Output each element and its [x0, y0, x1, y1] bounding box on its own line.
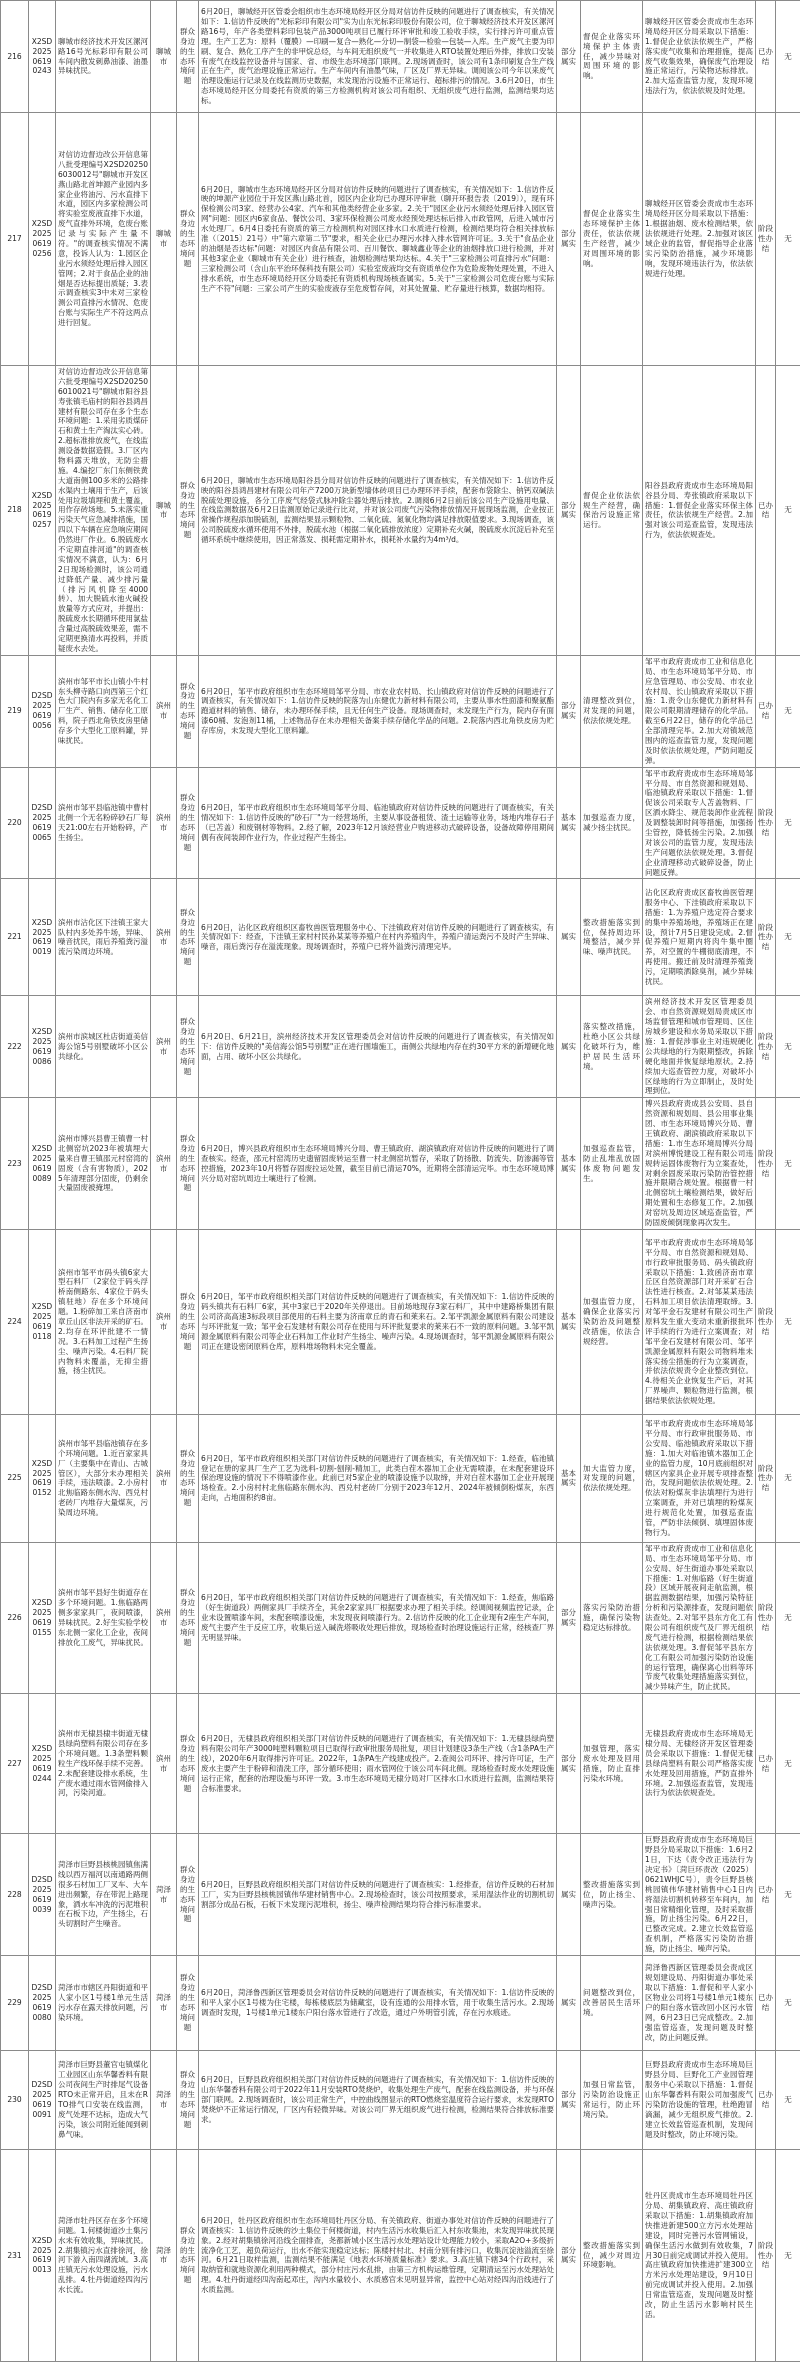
cell-accountability: 无 — [776, 879, 800, 996]
cell-completion-status: 阶段性办结 — [756, 767, 776, 879]
cell-admin-region: 聊城市 — [151, 366, 177, 656]
cell-rectification: 邹平市政府责成市生态环境局邹平分局、市行政审批服务局、市公安局、临池镇政府采取以下措施：1.加大对临池镇木器加工企业的监管力度，10月底前组织对辖区内家具企业开展专项排查整治，发现问题依法依规处理。2.依法对粉煤灰非法填埋行为进行立案调查，并对已填埋的粉煤灰进行规范化处置，加强巡查监管，严防非法倾倒、填埋固体废物行为。 — [643, 1414, 756, 1542]
cell-accountability: 无 — [776, 996, 800, 1098]
cell-pollution-type: 群众身边的生态环境问题 — [177, 1414, 199, 1542]
table-row — [1, 2149, 800, 2361]
cell-acceptance-number: D2SD202506190056 — [29, 655, 56, 767]
cell-investigation: 6月20日，菏泽鲁西新区管理委员会对信访件反映的问题进行了调查核实，有关情况如下：1.信访件反映的和平人家小区1号楼为住宅楼，每栋楼底层为储藏室，设有连通的公用排水管，用于收集生活污水。2.现场调查时发现，1号楼1单元1楼东户阳台落水管进行了改造，通过户外明管引流，存在污水痕迹。 — [199, 1955, 557, 2050]
cell-investigation: 6月20日，博兴县政府组织市生态环境局博兴分局、曹王镇政府、湖滨镇政府对信访件反映的问题进行了调查核实。经查，邵元村窑湾历史遗留固废转运至曹一村北侧窑坑暂存，采取了防扬散、防流失、防渗漏等管控措施，2023年10月将暂存固废拉运处置，截至目前已清运70%，近期将全部清运完毕。市生态环境局博兴分局对窑坑周边土壤进行了检测。 — [199, 1098, 557, 1230]
cell-accountability: 无 — [776, 1834, 800, 1956]
cell-completion-status: 阶段性办结 — [756, 1229, 776, 1414]
cell-rectification: 邹平市政府责成市生态环境局邹平分局、市自然资源和规划局、市行政审批服务局、码头镇政府采取以下措施：1.致函济南市章丘区自然资源部门对开采矿石合法性进行核查。2.对邹某某违法石料加工项目依法清理取缔。3.对邹平金石发建材有限公司生产原料发生重大变动未重新报批环评手续的行为进行立案调查；对邹平金石发建材有限公司、邹平凯源金属原料有限公司物料堆未落实扬尘措施的行为立案调查，并依法依规责令企业整改到位。4.待相关企业恢复生产后，对其厂界噪声、颗粒物进行监测，根据结果依法依规处理。 — [643, 1229, 756, 1414]
cell-acceptance-number: X2SD202506190086 — [29, 996, 56, 1098]
cell-completion-status: 已办结 — [756, 1834, 776, 1956]
cell-serial-number: 222 — [1, 996, 29, 1098]
cell-investigation: 6月20日，沾化区政府组织区畜牧兽医管理服务中心、下洼镇政府对信访件反映的问题进行了调查核实，有关情况如下：经查，下洼镇王家村村民孙某某等养殖户在村内养殖肉牛，养殖户清运粪污不及时产生异味、噪音，雨后粪污存在溢流现象。现场调查时，养殖户已将外溢粪污清理完毕。 — [199, 879, 557, 996]
cell-investigation: 6月20日，邹平市政府组织相关部门对信访件反映的问题进行了调查核实，有关情况如下：1.信访件反映的码头镇共有石料厂6家，其中3家已于2020年关停退出。目前场地现存3家石料厂，其中中建路桥集团有限公司济高高速3标段项目部使用的石料主要为济南章丘的青石和莱来石。2.邹平凯源金属原料有限公司建设与环评批复一致；邹平金石发建材有限公司存在使用与环评批复要求的莱来石不一致的原料问题。3.邹平凯源金属原料有限公司等企业石料加工作业时产生扬尘、噪声污染。4.现场调查时，邹平凯源金属原料有限公司正在建设密闭原料仓库，原料堆场物料未完全覆盖。 — [199, 1229, 557, 1414]
cell-pollution-type: 群众身边的生态环境问题 — [177, 1955, 199, 2050]
cell-accountability: 无 — [776, 1542, 800, 1693]
cell-acceptance-number: X2SD202506190155 — [29, 1542, 56, 1693]
table-row — [1, 1229, 800, 1414]
cell-rectification: 牡丹区责成市生态环境局牡丹区分局、胡集镇政府、高庄镇政府采取以下措施：1.胡集镇政府加快推进新建500立方污水处理站建设，同时完善污水管网铺设，确保生活污水做到有效收集，7月30日前完成调试并投入使用。高庄镇政府加快推进扩建300立方米污水处理站建设，9月10日前完成调试并投入使用。2.加强日常监管巡查，发现问题及时整改，防止生活污水影响村民生活。 — [643, 2149, 756, 2361]
cell-verified-true: 基本属实 — [557, 1229, 581, 1414]
cell-assigned-problem: 滨州市邹平市码头镇6家大型石料厂（2家位于码头浮桥南侧路东、4家位于码头镇驻地）存在多个环境问题。1.粉碎加工来自济南市章丘山区非法开采的矿石。2.均存在环评批建不一情况。3.石料加工过程产生扬尘、噪声污染。4.石料厂院内物料未覆盖，无抑尘措施，扬尘扰民。 — [56, 1229, 151, 1414]
cell-assigned-problem: 聊城市经济技术开发区漯河路16号光标彩印有限公司车间内散发刺鼻油漆、油墨异味扰民。 — [56, 1, 151, 113]
cell-pollution-type: 群众身边的生态环境问题 — [177, 2050, 199, 2149]
cell-pollution-type: 群众身边的生态环境问题 — [177, 655, 199, 767]
cell-admin-region: 滨州市 — [151, 1542, 177, 1693]
cell-assigned-problem: 滨州市邹平县好生街道存在多个环境问题。1.焦临路两侧多家家具厂，夜间喷漆，异味扰民。2.好生实验学校东北侧一家化工企业，夜间排放化工废气，异味扰民。 — [56, 1542, 151, 1693]
cell-handling-goal: 清理整改到位，对发现的问题，依法依规处理。 — [581, 655, 643, 767]
cell-acceptance-number: D2SD202506190065 — [29, 767, 56, 879]
cell-admin-region: 滨州市 — [151, 655, 177, 767]
cell-assigned-problem: 滨州市沾化区下洼镇王家大队村内多处养牛场，异味、噪音扰民，雨后养殖粪污溢流污染周边环境。 — [56, 879, 151, 996]
table-row — [1, 1834, 800, 1956]
cell-handling-goal: 加大监管力度，对发现的问题，依法依规处理。 — [581, 1414, 643, 1542]
cell-handling-goal: 整改措施落实到位，减少对周边环境影响。 — [581, 2149, 643, 2361]
cell-accountability: 无 — [776, 767, 800, 879]
cell-serial-number: 226 — [1, 1542, 29, 1693]
cell-rectification: 邹平市政府责成市工业和信息化局、市生态环境局邹平分局、市应急管理局、市公安局、市农业农村局、长山镇政府采取以下措施：1.责令山东健优力新材料有限公司限期清理储存的化学品。截至6月22日，储存的化学品已全部清理完毕。2.加大对镇域范围内的巡查监管力度，发现问题及时依法依规处理，严防问题反弹。 — [643, 655, 756, 767]
cell-accountability: 无 — [776, 1694, 800, 1834]
cell-pollution-type: 群众身边的生态环境问题 — [177, 1834, 199, 1956]
cell-verified-true: 部分属实 — [557, 655, 581, 767]
cell-verified-true: 部分属实 — [557, 1, 581, 113]
cell-pollution-type: 群众身边的生态环境问题 — [177, 1694, 199, 1834]
cell-pollution-type: 群众身边的生态环境问题 — [177, 2149, 199, 2361]
cell-assigned-problem: 对信访边督边改公开信息第六批受理编号X2SD202506010021号"聊城市阳谷县寿张镇毛庙村的阳谷县鸿昌建材有限公司存在多个生态环境问题：1.采用劣质煤矸石和黄土生产淘汰实心砖。2.超标准排放废气，在线监测设备数据造假。3.厂区内物料露天堆放，无防尘措施。4.编挖厂东门东侧铁黄大道南侧100多米的公路排水渠内土壤用于生产，后该处用垃圾填埋和黄土覆盖，用作存砖场地。5.未落实重污染天气应急减排措施，国四以下车辆在应急响应期间仍然进厂作业。6.脱硫废水不定期直排河道"的调查核实情况不满意，认为：6月2日现场检测时，该公司通过降低产量、减少排污量（排污风机降至4000转）、加大脱硫水池火碱投放量等方式应对，并提出：脱硫废水长期循环使用氯盐含量过高脱硫效果差，需不定期更换清水再投料，并质疑废水去处。 — [56, 366, 151, 656]
cell-admin-region: 聊城市 — [151, 113, 177, 366]
cell-admin-region: 滨州市 — [151, 1414, 177, 1542]
cell-verified-true: 部分属实 — [557, 366, 581, 656]
cell-acceptance-number: D2SD202506190080 — [29, 1955, 56, 2050]
cell-completion-status: 已办结 — [756, 1, 776, 113]
cell-acceptance-number: X2SD202506190013 — [29, 2149, 56, 2361]
cell-verified-true: 属实 — [557, 1834, 581, 1956]
cell-acceptance-number: D2SD202506190091 — [29, 2050, 56, 2149]
cell-rectification: 巨野县政府责成市生态环境局巨野县分局采取以下措施：1.6月21日，下达《责令改正违法行为决定书》〔菏巨环责改（2025）0621WHJC号〕，责令巨野县核桃园镇伟华建材销售中心1日内将湿法切割机转移至车间内，加强日常精细化管理，及时采取措施，防止扬尘污染。6月22日，已整改完成。2.建立长效监管巡查机制，严格落实污染防治措施，防止扬尘、噪声污染。 — [643, 1834, 756, 1956]
cell-admin-region: 菏泽市 — [151, 1834, 177, 1956]
cell-rectification: 滨州经济技术开发区管理委员会、市自然资源规划局责成区市场监督管理和城市管理局、区住房城乡建设和水务局采取以下措施：1.督促涉事业主对违规硬化公共绿地的行为限期整改，拆除硬化地面并恢复绿地原状。2.持续加大巡查管控力度，对破坏小区绿地的行为立即制止，及时处理到位。 — [643, 996, 756, 1098]
cell-accountability: 无 — [776, 366, 800, 656]
cell-serial-number: 218 — [1, 366, 29, 656]
cell-verified-true: 基本属实 — [557, 767, 581, 879]
complaint-table-body — [1, 1, 800, 2362]
cell-handling-goal: 督促企业落实环境保护主体责任，减少异味对周围环境的影响。 — [581, 1, 643, 113]
cell-accountability: 无 — [776, 2050, 800, 2149]
cell-assigned-problem: 菏泽市市辖区丹阳街道和平人家小区1号楼1单元生活污水存在露天排放问题，污染环境。 — [56, 1955, 151, 2050]
cell-handling-goal: 加强监管力度，确保企业落实污染防治及问题整改措施，依法合规经营。 — [581, 1229, 643, 1414]
cell-completion-status: 阶段性办结 — [756, 113, 776, 366]
cell-pollution-type: 群众身边的生态环境问题 — [177, 366, 199, 656]
cell-acceptance-number: X2SD202506190257 — [29, 366, 56, 656]
cell-serial-number: 228 — [1, 1834, 29, 1956]
cell-serial-number: 229 — [1, 1955, 29, 2050]
table-row — [1, 1542, 800, 1693]
cell-rectification: 聊城经开区管委会责成市生态环境局经开区分局采取以下措施：1.督促企业依法依规生产，严格落实废气收集和治理措施，提高废气收集效果，确保废气治理设施正常运行，污染物达标排放。2.加大巡查监管力度，发现环境违法行为，依法依规及时处理。 — [643, 1, 756, 113]
cell-serial-number: 220 — [1, 767, 29, 879]
cell-admin-region: 滨州市 — [151, 996, 177, 1098]
cell-acceptance-number: D2SD202506190039 — [29, 1834, 56, 1956]
cell-completion-status: 已办结 — [756, 2050, 776, 2149]
table-row — [1, 767, 800, 879]
cell-assigned-problem: 滨州市邹平县临池镇存在多个环境问题。1.近百家家具厂（主要集中在青山、古城管区），大部分未办理相关手续，违法喷漆。2.小房村北焦临路东侧水沟、西兑村老砖厂内堆存大量煤灰，污染周边环境。 — [56, 1414, 151, 1542]
cell-handling-goal: 整改措施落实到位，保持周边环境整洁，减少异味、噪声扰民。 — [581, 879, 643, 996]
cell-pollution-type: 群众身边的生态环境问题 — [177, 113, 199, 366]
table-row — [1, 996, 800, 1098]
cell-completion-status: 阶段性办结 — [756, 1542, 776, 1693]
cell-acceptance-number: X2SD202506190089 — [29, 1098, 56, 1230]
cell-serial-number: 230 — [1, 2050, 29, 2149]
cell-investigation: 6月20日，邹平市政府组织相关部门对信访件反映的问题进行了调查核实，有关情况如下：1.经查，临池镇登记在册的家具厂生产工艺为选料-切割-刨削-精加工，此类白茬木器加工企业无需喷漆，在未配套建设环保治理设施的情况下不得喷漆作业。此前已对5家企业的喷漆设施予以取缔，并对白茬木器加工企业开展现场检查。2.小房村村北焦临路东侧水沟、西兑村老砖厂分别于2023年12月、2024年被倾倒粉煤灰，东西走向，占地面积约8亩。 — [199, 1414, 557, 1542]
cell-accountability: 无 — [776, 2149, 800, 2361]
cell-verified-true: 基本属实 — [557, 1098, 581, 1230]
table-row — [1, 655, 800, 767]
cell-handling-goal: 督促企业依法依规生产经营，确保治污设施正常运行。 — [581, 366, 643, 656]
cell-accountability: 无 — [776, 1, 800, 113]
cell-rectification: 无棣县政府责成市生态环境局无棣分局、无棣经济开发区管理委员会采取以下措施：1.督促无棣县绿尚塑料有限公司严格落实废水处理及回用措施，严防直排外环境。2.加强巡查监管，发现违法行为依法依规查处。 — [643, 1694, 756, 1834]
cell-pollution-type: 群众身边的生态环境问题 — [177, 1542, 199, 1693]
cell-acceptance-number: X2SD202506190256 — [29, 113, 56, 366]
cell-assigned-problem: 滨州市邹平县临池镇中曹村北侧一个无名粉碎砂石厂每天21:00左右开始粉碎，产生扬尘。 — [56, 767, 151, 879]
cell-verified-true: 属实 — [557, 879, 581, 996]
cell-verified-true: 部分属实 — [557, 2149, 581, 2361]
cell-handling-goal: 加强巡查力度，减少扬尘扰民。 — [581, 767, 643, 879]
cell-investigation: 6月20日、6月21日，滨州经济技术开发区管理委员会对信访件反映的问题进行了调查核实，有关情况如下：信访件反映的"美信海公馆5号别墅"正在进行围墙施工，南侧公共绿地内存在约30平方米的新增硬化地面，占用、破坏小区公共绿化。 — [199, 996, 557, 1098]
cell-rectification: 聊城经开区管委会责成市生态环境局经开区分局采取以下措施：1.根据油烟、废水检测结果，依法依规进行处理。2.加强对该区域企业的监管，督促指导企业落实污染防治措施，减少环境影响，发现环境违法行为，依法依规进行处理。 — [643, 113, 756, 366]
cell-completion-status: 阶段性办结 — [756, 1414, 776, 1542]
cell-rectification: 邹平市政府责成市工业和信息化局、市生态环境局邹平分局、市公安局、好生街道办事处采取以下措施：1.对焦临路（好生街道段）区域开展夜间走航监测，根据监测数据结果，加强污染特征分析和污染源排查，发现问题依法查处。2.对邹平县东方化工有限公司有组织废气及厂界无组织废气进行检测，根据检测结果依法依规处理。3.督促邹平县东方化工有限公司加强污染防治设施的运行管理，确保离心出料等环节废气收集处理措施落实到位，减少异味产生，防止扰民。 — [643, 1542, 756, 1693]
cell-admin-region: 滨州市 — [151, 767, 177, 879]
cell-admin-region: 菏泽市 — [151, 2050, 177, 2149]
cell-verified-true: 部分属实 — [557, 2050, 581, 2149]
cell-completion-status: 阶段性办结 — [756, 879, 776, 996]
cell-completion-status: 已办结 — [756, 366, 776, 656]
cell-handling-goal: 问题整改到位，改善居民生活环境。 — [581, 1955, 643, 2050]
cell-pollution-type: 群众身边的生态环境问题 — [177, 1098, 199, 1230]
cell-pollution-type: 群众身边的生态环境问题 — [177, 1229, 199, 1414]
cell-handling-goal: 落实整改措施，杜绝小区公共绿化破坏行为，维护居民生活环境。 — [581, 996, 643, 1098]
cell-pollution-type: 群众身边的生态环境问题 — [177, 767, 199, 879]
table-row — [1, 1414, 800, 1542]
cell-acceptance-number: X2SD202506190019 — [29, 879, 56, 996]
cell-accountability: 无 — [776, 1414, 800, 1542]
cell-serial-number: 221 — [1, 879, 29, 996]
cell-admin-region: 菏泽市 — [151, 1955, 177, 2050]
cell-completion-status: 已办结 — [756, 1955, 776, 2050]
cell-completion-status: 阶段性办结 — [756, 1098, 776, 1230]
cell-investigation: 6月20日，聊城市生态环境局阳谷县分局对信访件反映的问题进行了调查核实，有关情况如下：1.信访件反映的阳谷县鸿昌建材有限公司年产7200万块新型墙体砖项目已办理环评手续，配套布袋除尘、钠钙双碱法脱硫处理设施，各分工序废气经袋式脉冲除尘器处理后排放。2.调阅6月2日前后该公司生产设施用电量、在线监测数据及6月2日监测原始记录进行比对，并对该公司废气污染物排放情况开展现场监测，企业按正常操作规程添加脱硫剂，监测结果显示颗粒物、二氧化硫、氮氧化物均满足排放限值要求。3.现场调查，该公司脱硫废水循环使用不外排，脱硫水池（根据二氧化硫排放浓度）定期补充火碱，脱硫废水沉淀后补充至循环系统中继续使用，因正常蒸发、损耗需定期补水，损耗补水量约为4m³/d。 — [199, 366, 557, 656]
cell-serial-number: 227 — [1, 1694, 29, 1834]
cell-handling-goal: 加强管理，落实废水处理及回用措施，防止直排污染水环境。 — [581, 1694, 643, 1834]
cell-pollution-type: 群众身边的生态环境问题 — [177, 996, 199, 1098]
cell-rectification: 沾化区政府责成区畜牧兽医管理服务中心、下洼镇政府采取以下措施：1.为养殖户选定符合要求的集中养殖场地，养殖场正在建设，预计7月5日建设完成。2.督促养殖户短期内将肉牛集中圈养，对空置的牛棚彻底清理，不再使用。搬迁前及时清理养殖粪污，定期喷洒除臭剂，减少异味扰民。 — [643, 879, 756, 996]
cell-serial-number: 217 — [1, 113, 29, 366]
cell-assigned-problem: 菏泽市巨野县董官屯镇煤化工业园区山东华馨香料有限公司夜间生产时排尾气设备RTO未正常开启，且未在RTO排气口安装在线监测，废气处理不达标，造成大气污染，该公司附近能闻到刺鼻气味。 — [56, 2050, 151, 2149]
table-row — [1, 366, 800, 656]
cell-verified-true: 属实 — [557, 996, 581, 1098]
cell-investigation: 6月20日，邹平市政府组织市生态环境局邹平分局、临池镇政府对信访件反映的问题进行了调查核实，有关情况如下：1.信访件反映的"砂石厂"为一经营场所，主要从事设备租赁、渣土运输等业务，场地内堆存石子（已苫盖）和废钢材等物料。2.经了解，2023年12月该经营业户购进移动式破碎设备，设备故障停用期间偶有夜间装卸作业行为，作业过程产生扬尘。 — [199, 767, 557, 879]
cell-assigned-problem: 菏泽市牡丹区存在多个环境问题。1.何楼街道沙土集污水未有效收集，异味扰民。2.胡集镇污水直排徐河，徐河下游入南四湖流域。3.高庄镇无污水处理设施，污水乱排。4.牡丹街道经四沟污水长流。 — [56, 2149, 151, 2361]
cell-serial-number: 219 — [1, 655, 29, 767]
cell-pollution-type: 群众身边的生态环境问题 — [177, 879, 199, 996]
cell-investigation: 6月20日，牡丹区政府组织市生态环境局牡丹区分局、有关镇政府、街道办事处对信访件反映的问题进行了调查核实：1.信访件反映的沙土集位于何楼街道，村内生活污水收集后汇入村东收集池，未发现异味扰民现象。2.经对胡集镇徐河沿线全面排查，尧都新城小区生活污水处理站设计处理能力较小，采取A2O+多级折流净化工艺，超负荷运行，出水不能实现稳定达标；陈楼村村北、村南分别有排污口，收集沉淀池溢流至徐河。6月21日取样监测，监测结果不能满足《地表水环境质量标准》要求。3.高庄镇下辖34个行政村，采取纳管和就地资源化利用两种模式，部分村庄污水乱排，由第三方机构运维管理，定期清运至污水处理站处理。4.牡丹街道经四沟南起邓庄，沟内水量较小、水质感官未见明显异常，监控中心站对经四沟沿线进行了水质监测。 — [199, 2149, 557, 2361]
cell-verified-true: 基本属实 — [557, 1414, 581, 1542]
cell-acceptance-number: X2SD202506190244 — [29, 1694, 56, 1834]
cell-accountability: 无 — [776, 113, 800, 366]
table-row — [1, 1098, 800, 1230]
cell-assigned-problem: 滨州市博兴县曹王镇曹一村北侧窑坑2023年被填埋大量来自曹王镇邵元村窑湾的固废（含有害物质），2025年清理部分固废，仍剩余大量固废被掩埋。 — [56, 1098, 151, 1230]
cell-completion-status: 阶段性办结 — [756, 996, 776, 1098]
cell-admin-region: 滨州市 — [151, 1098, 177, 1230]
cell-rectification: 阳谷县政府责成市生态环境局阳谷县分局、寿张镇政府采取以下措施：1.督促企业落实环保主体责任，依法依规生产经营。2.加强对该公司巡查监管，发现违法行为，依法依规查处。 — [643, 366, 756, 656]
cell-rectification: 菏泽鲁西新区管理委员会责成区规划建设局、丹阳街道办事处采取以下措施：1.督促和平人家小区物业公司将1号楼1单元1楼东户的阳台落水管改回小区污水管网，6月23日已完成整改。2.加强监管巡查，发现问题及时整改，防止问题反弹。 — [643, 1955, 756, 2050]
cell-rectification: 巨野县政府责成市生态环境局巨野县分局、巨野化工产业园管理服务中心采取以下措施：1.督促山东华馨香料有限公司加强废气污染防治设施的管理，杜绝跑冒滴漏，减少无组织废气排放。2.建立长效监管巡查机制，发现问题及时整改，防止环境污染。 — [643, 2050, 756, 2149]
table-row — [1, 2050, 800, 2149]
cell-serial-number: 223 — [1, 1098, 29, 1230]
cell-investigation: 6月20日，巨野县政府组织相关部门对信访件反映的问题进行了调查核实，有关情况如下：1.信访件反映的山东华馨香料有限公司于2022年11月安装RTO焚烧炉，收集处理生产废气，配套在线监测设备，并与环保部门联网。2.现场调查时，该公司正常生产，中控曲线图显示的RTO燃烧室温度符合运行要求，未发现RTO焚烧炉不正常运行情况，厂区内有轻微异味。对该公司厂界无组织废气进行检测，检测结果符合排放标准要求。 — [199, 2050, 557, 2149]
cell-completion-status: 已办结 — [756, 655, 776, 767]
cell-assigned-problem: 滨州市邹平市长山镇小牛村东头柳寺路口向西第三个红色大门院内有多家无名化工厂生产、销售、储存化工原料，院子西北角铁皮房里储存多个大型化工原料罐，异味扰民。 — [56, 655, 151, 767]
cell-serial-number: 224 — [1, 1229, 29, 1414]
cell-investigation: 6月20日，无棣县政府组织相关部门对信访件反映的问题进行了调查核实，有关情况如下：1.无棣县绿尚塑料有限公司年产3000吨塑料颗粒项目已取得行政审批服务局批复，项目计划建设3条生产线（含1条PA生产线），2020年6月取得排污许可证。2022年，1条PA生产线建成投产。2.查阅公司环评、排污许可证，生产废水主要产生于粉碎和清洗工序，部分循环使用；雨水管网位于该公司车间北侧。现场检查时废水处理设施运行正常，配套的治理设施与环评一致。3.市生态环境局无棣分局对厂区排水口水质进行监测，监测结果符合标准要求。 — [199, 1694, 557, 1834]
cell-investigation: 6月20日，邹平市政府组织市生态环境局邹平分局、市农业农村局、长山镇政府对信访件反映的问题进行了调查核实，有关情况如下：1.信访件反映的院落为山东健优力新材料有限公司，主要从事水性面漆和聚氨酯跑道材料的销售、储存，未办理环保手续，且无任何生产设备。现场调查时，未发现生产行为，院内存有面漆60桶、发泡剂11桶，上述物品存在未办理相关备案手续存储化学品的问题。2.院落内西北角铁皮房为贮存库房，未发现大型化工原料罐。 — [199, 655, 557, 767]
cell-handling-goal: 加强巡查监管，防止乱堆乱放固体废物问题发生。 — [581, 1098, 643, 1230]
cell-handling-goal: 督促企业落实生态环境保护主体责任，依法依规生产经营，减少对周围环境的影响。 — [581, 113, 643, 366]
cell-acceptance-number: X2SD202506190152 — [29, 1414, 56, 1542]
cell-serial-number: 231 — [1, 2149, 29, 2361]
cell-admin-region: 菏泽市 — [151, 2149, 177, 2361]
cell-handling-goal: 加强日常监管，污染防治设施正常运行，防止环境污染。 — [581, 2050, 643, 2149]
cell-verified-true: 部分属实 — [557, 113, 581, 366]
cell-accountability: 无 — [776, 1098, 800, 1230]
table-row — [1, 1694, 800, 1834]
cell-handling-goal: 落实污染防治措施，确保污染物稳定达标排放。 — [581, 1542, 643, 1693]
cell-completion-status: 阶段性办结 — [756, 2149, 776, 2361]
cell-accountability: 无 — [776, 655, 800, 767]
table-row — [1, 113, 800, 366]
cell-completion-status: 已办结 — [756, 1694, 776, 1834]
cell-acceptance-number: X2SD202506190243 — [29, 1, 56, 113]
cell-acceptance-number: X2SD202506190118 — [29, 1229, 56, 1414]
cell-assigned-problem: 对信访边督边改公开信息第八批受理编号X2SD202506030012号"聊城市开发区燕山路北首坤源产业园内多家企业将油污、污水直排下水道，园区内多家检测公司将实验室废液直排下水道，废气直排外环境，危废台账记录与实际产生量不符。"的调查核实情况不满意，投诉人认为：1.园区企业污水须经处理后排入园区管网；2.对于食品企业的油烟是否达标提出质疑；3.表示调查核实3中未对三家检测公司直排污水情况、危废台账与实际生产不符这两点进行回复。 — [56, 113, 151, 366]
cell-admin-region: 滨州市 — [151, 1694, 177, 1834]
table-row — [1, 1955, 800, 2050]
cell-verified-true: 部分属实 — [557, 1694, 581, 1834]
cell-investigation: 6月20日，巨野县政府组织相关部门对信访件反映的问题进行了调查核实：1.经排查，信访件反映的石材加工厂，实为巨野县核桃园镇伟华建材销售中心。2.现场检查时，该公司按照要求，采用湿法作业的切割机切割部分成品石板，石板下未发现污泥堆积，扬尘、噪声检测结果均符合排污标准要求。 — [199, 1834, 557, 1956]
cell-assigned-problem: 滨州市滨城区杜店街道美信海公馆5号别墅破坏小区公共绿化。 — [56, 996, 151, 1098]
cell-verified-true: 部分属实 — [557, 1542, 581, 1693]
cell-serial-number: 216 — [1, 1, 29, 113]
table-row — [1, 879, 800, 996]
cell-accountability: 无 — [776, 1229, 800, 1414]
cell-assigned-problem: 菏泽市巨野县核桃园镇焦满线以西万福河以南通路两侧很多石材加工厂叉车、大车进出频繁，存在带泥上路现象，洒水车冲洗的污泥堆积在石板下边，产生扬尘，石头切割时产生噪音。 — [56, 1834, 151, 1956]
cell-handling-goal: 整改措施落实到位，防止扬尘、噪声污染。 — [581, 1834, 643, 1956]
cell-assigned-problem: 滨州市无棣县棣丰街道无棣县绿尚塑料有限公司存在多个环境问题。1.3条塑料颗粒生产线环保手续不完善。2.未配套建设排水系统，生产废水通过雨水管网偷排入河，污染河道。 — [56, 1694, 151, 1834]
cell-investigation: 6月20日，聊城市生态环境局经开区分局对信访件反映的问题进行了调查核实，有关情况如下：1.信访件反映的坤源产业园位于开发区燕山路北首，园区内企业均已办理环评审批（聊开环报告表〔2019〕），现有环保检测公司3家、经营办公4家、汽车和其他类经营企业多家。2.关于"园区企业污水须经处理后排入园区管网"问题：园区内6家食品、餐饮公司、3家环保检测公司废水经预处理达标后排入市政管网，后进入城市污水处理厂。6月4日委托有资质的第三方检测机构对园区排水口水质进行检测，检测结果均符合相关排放标准（〔2015〕21号）中"第六章第二节"要求，相关企业已办理污水排入排水管网许可证。3.关于"食品企业的油烟是否达标"问题：对园区内食品有限公司、百川餐饮、聊城鑫业等企业的油烟排放口进行检测，并对其他3家企业（聊城市有关企业）进行核查，油烟检测结果均达标。4.关于"三家检测公司直排污水"问题：三家检测公司（含山东平治环保科技有限公司）实验室废液均交有资质单位作为危险废物处理处置，不进入排水系统，市生态环境局经开区分局委托有资质机构现场核查属实。5.关于"三家检测公司危废台账与实际生产不符"问题：三家公司产生的实验废液存至危废暂存间，对其处置量、贮存量进行核算，数据均相符。 — [199, 113, 557, 366]
cell-investigation: 6月20日，聊城经开区管委会组织市生态环境局经开区分局对信访件反映的问题进行了调查核实，有关情况如下：1.信访件反映的"光标彩印有限公司"实为山东光标彩印股份有限公司，位于聊城经济技术开发区漯河路16号，年产各类塑料彩印包装产品3000吨项目已履行环评审批和竣工验收手续，实行排污许可重点管理。生产工艺为：原料（覆膜）—印刷—复合—熟化—分切—制袋—检验—包装—入库。生产废气主要为印刷、复合、熟化工序产生的非甲烷总烃，与车间无组织废气一并收集进入RTO装置处理后外排，排放口安装有废气在线监控设备并与国家、省、市级生态环境部门联网。2.现场调查时，该公司有1条印刷复合生产线正在生产，废气治理设施正常运行。生产车间内有油墨气味，厂区及厂界无异味。调阅该公司今年以来废气治理设施运行记录及在线监测历史数据，未发现治污设施不正常运行、超标排污的情况。3.6月20日，市生态环境局经开区分局委托有资质的第三方检测机构对该公司有组织、无组织废气进行监测，监测结果均达标。 — [199, 1, 557, 113]
cell-admin-region: 滨州市 — [151, 879, 177, 996]
cell-admin-region: 滨州市 — [151, 1229, 177, 1414]
cell-rectification: 博兴县政府责成县公安局、县自然资源和规划局、县公用事业集团、市生态环境局博兴分局、曹王镇政府、湖滨镇政府采取以下措施：1.市生态环境局博兴分局对滨州博悦建设工程有限公司违规转运固体废物行为立案查处，对剩余固废采取污染防治管控措施并限期合规处置。根据曹一村北侧窑坑土壤检测结果，做好后期处置和生态修复工作。2.加强对窑坑及周边区域巡查监管，严防固废倾倒现象再次发生。 — [643, 1098, 756, 1230]
cell-verified-true: 属实 — [557, 1955, 581, 2050]
cell-serial-number: 225 — [1, 1414, 29, 1542]
cell-investigation: 6月20日，邹平市政府组织相关部门对信访件反映的问题进行了调查核实，有关情况如下：1.经查，焦临路（好生街道段）两侧家具厂手续齐全，其余2家家具厂根据要求办理了相关手续。经调阅视频监控记录，企业未设置喷漆车间，未配套喷漆设施，未发现夜间喷漆行为。2.信访件反映的化工企业现有2座生产车间，废气主要产生于反应工序，收集后送入碱洗塔吸收处理后排放，现场检查时治理设施运行正常，经核查厂界无明显异味。 — [199, 1542, 557, 1693]
cell-pollution-type: 群众身边的生态环境问题 — [177, 1, 199, 113]
table-row — [1, 1, 800, 113]
cell-admin-region: 聊城市 — [151, 1, 177, 113]
cell-rectification: 邹平市政府责成市生态环境局邹平分局、市自然资源和规划局、临池镇政府采取以下措施：1.督促该公司采取专人苫盖物料、厂区洒水降尘、规范装卸作业流程及调整装卸时间等措施，加强扬尘管控，降低扬尘污染。2.加强对该公司的监管力度，发现违法生产问题依法依规处理。3.督促企业清理移动式破碎设备，防止问题反弹。 — [643, 767, 756, 879]
cell-accountability: 无 — [776, 1955, 800, 2050]
